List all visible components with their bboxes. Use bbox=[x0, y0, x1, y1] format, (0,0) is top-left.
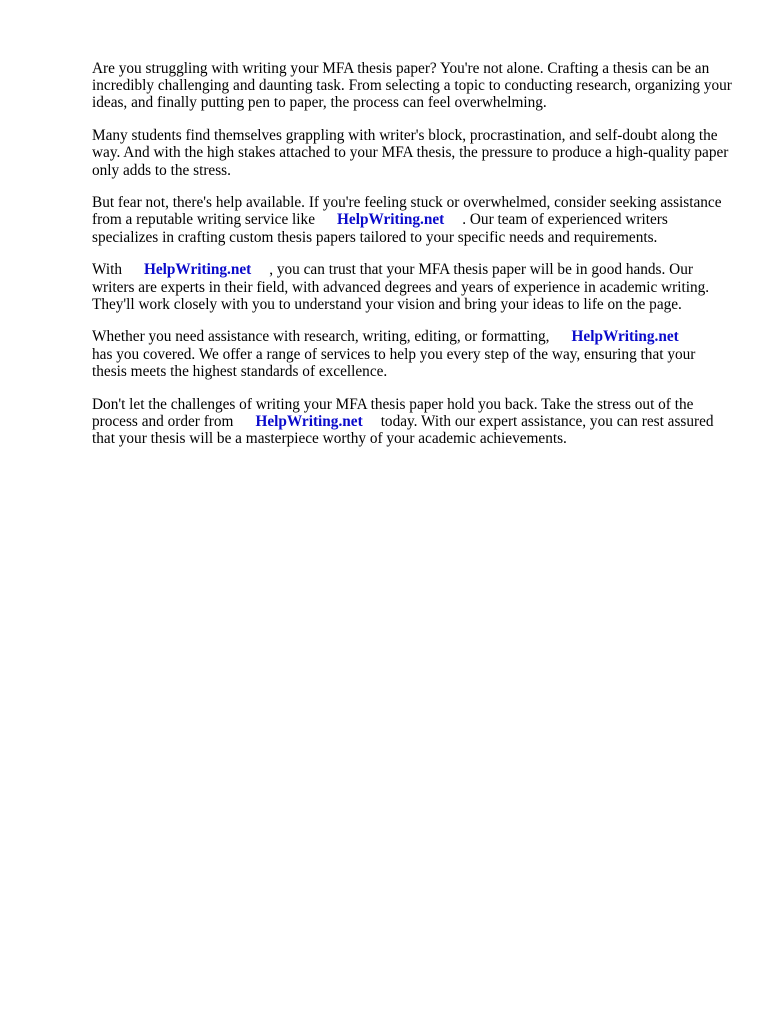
helpwriting-link[interactable]: HelpWriting.net bbox=[337, 211, 445, 229]
paragraph-text: Whether you need assistance with research, writing, editing, or formatting, bbox=[92, 328, 550, 346]
paragraph-call-to-action bbox=[92, 396, 732, 448]
helpwriting-link[interactable]: HelpWriting.net bbox=[571, 328, 679, 346]
paragraph-trust bbox=[92, 261, 732, 313]
paragraph-services bbox=[92, 328, 732, 380]
paragraph-text: has you covered. We offer a range of services to help you every step of the way, ensuring that your thesis meets the highest standards of excellence. bbox=[92, 345, 696, 380]
paragraph-struggles: Many students find themselves grappling with writer's block, procrastination, and self-doubt along the way. And with the high stakes attached to your MFA thesis, the pressure to produce a high-quality paper only adds to the stress. bbox=[92, 127, 729, 179]
paragraph-text: With bbox=[92, 261, 122, 279]
paragraph-text: today. With our expert assistance, you can rest assured that your thesis will be a masterpiece worthy of your academic achievements. bbox=[92, 412, 714, 447]
paragraph-text: , you can trust that your MFA thesis paper will be in good hands. Our writers are experts in their field, with advanced degrees and years of experience in academic writing. They'll work closely with you to understand your vision and bring your ideas to life on the page. bbox=[92, 261, 710, 313]
helpwriting-link[interactable]: HelpWriting.net bbox=[255, 412, 363, 430]
paragraph-text: . Our team of experienced writers specializes in crafting custom thesis papers tailored to your specific needs and requirements. bbox=[92, 211, 668, 246]
helpwriting-link[interactable]: HelpWriting.net bbox=[143, 261, 252, 279]
paragraph-intro: Are you struggling with writing your MFA thesis paper? You're not alone. Crafting a thesis can be an incredibly challenging and daunting task. From selecting a topic to conducting research, organizing your ideas, and finally putting pen to paper, the process can feel overwhelming. bbox=[92, 60, 732, 112]
paragraph-text: But fear not, there's help available. If you're feeling stuck or overwhelmed, consider seeking assistance from a reputable writing service like bbox=[92, 194, 722, 229]
paragraph-text: Don't let the challenges of writing your MFA thesis paper hold you back. Take the stress out of the process and order from bbox=[92, 395, 694, 430]
paragraph-help-available bbox=[92, 194, 732, 246]
